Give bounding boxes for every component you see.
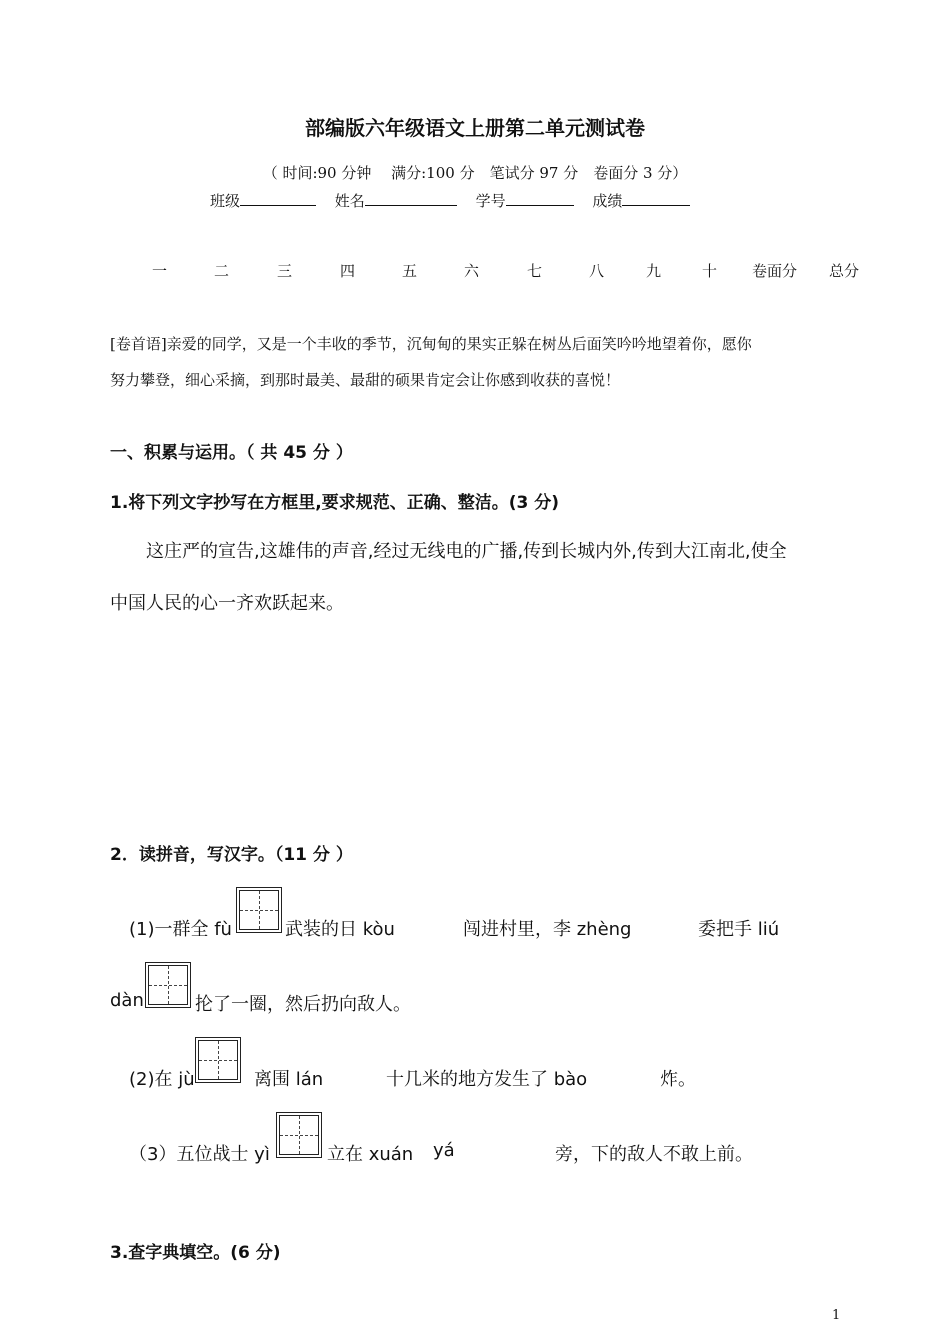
q2-s1-part-e: dàn <box>110 990 144 1011</box>
question-2-heading: 2．读拼音，写汉字。（11 分 ） <box>110 845 353 865</box>
q2-s3-part-b: 立在 xuán <box>327 1144 414 1165</box>
score-col-face: 卷面分 <box>752 262 798 280</box>
score-col-7: 七 <box>527 262 543 280</box>
score-col-3: 三 <box>277 262 293 280</box>
score-col-6: 六 <box>464 262 480 280</box>
intro-line-1: [卷首语]亲爱的同学，又是一个丰收的季节，沉甸甸的果实正躲在树丛后面笑吟吟地望着你，愿你 <box>110 335 752 353</box>
score-col-5: 五 <box>402 262 418 280</box>
name-label: 姓名 <box>334 192 365 210</box>
score-label: 成绩 <box>592 192 623 210</box>
class-blank <box>240 191 316 206</box>
number-label: 学号 <box>475 192 506 210</box>
q2-s3-part-a: （3）五位战士 yì <box>129 1144 270 1165</box>
question-1-heading: 1.将下列文字抄写在方框里,要求规范、正确、整洁。(3 分) <box>110 493 560 513</box>
score-col-4: 四 <box>340 262 356 280</box>
name-blank <box>365 191 457 206</box>
class-label: 班级 <box>210 192 241 210</box>
section-heading: 一、积累与运用。（ 共 45 分 ） <box>110 443 353 463</box>
q2-s2-part-c: 十几米的地方发生了 bào <box>386 1069 588 1090</box>
q2-s1-part-b: 武装的日 kòu <box>285 919 395 940</box>
score-col-total: 总分 <box>829 262 860 280</box>
exam-subtitle: （ 时间:90 分钟 满分:100 分 笔试分 97 分 卷面分 3 分） <box>262 164 688 182</box>
score-col-8: 八 <box>589 262 605 280</box>
score-col-1: 一 <box>152 262 168 280</box>
q2-s1-part-f: 抡了一圈，然后扔向敌人。 <box>195 994 411 1015</box>
answer-box-yi[interactable] <box>276 1112 322 1158</box>
q2-s3-part-c: yá <box>433 1140 455 1161</box>
intro-line-2: 努力攀登，细心采摘，到那时最美、最甜的硕果肯定会让你感到收获的喜悦！ <box>110 371 621 389</box>
student-info-row <box>210 190 704 211</box>
score-col-10: 十 <box>702 262 718 280</box>
page-title: 部编版六年级语文上册第二单元测试卷 <box>305 116 645 140</box>
number-blank <box>506 191 574 206</box>
q2-s1-part-c: 闯进村里，李 zhèng <box>463 919 632 940</box>
score-col-9: 九 <box>646 262 662 280</box>
answer-box-ju[interactable] <box>195 1037 241 1083</box>
page-number: 1 <box>832 1308 841 1323</box>
score-blank <box>622 191 690 206</box>
answer-box-fu[interactable] <box>236 887 282 933</box>
question-3-heading: 3.查字典填空。(6 分) <box>110 1243 281 1263</box>
q2-s2-part-a: (2)在 jù <box>129 1069 195 1090</box>
q2-s2-part-d: 炸。 <box>660 1069 696 1090</box>
q2-s1-part-d: 委把手 liú <box>698 919 780 940</box>
q2-s3-part-d: 旁，下的敌人不敢上前。 <box>555 1144 753 1165</box>
score-col-2: 二 <box>214 262 230 280</box>
q2-s1-part-a: (1)一群全 fù <box>129 919 232 940</box>
q2-s2-part-b: 离围 lán <box>254 1069 324 1090</box>
copy-text-line-2: 中国人民的心一齐欢跃起来。 <box>110 593 344 614</box>
copy-text-line-1: 这庄严的宣告,这雄伟的声音,经过无线电的广播,传到长城内外,传到大江南北,使全 <box>146 541 787 562</box>
answer-box-dan[interactable] <box>145 962 191 1008</box>
